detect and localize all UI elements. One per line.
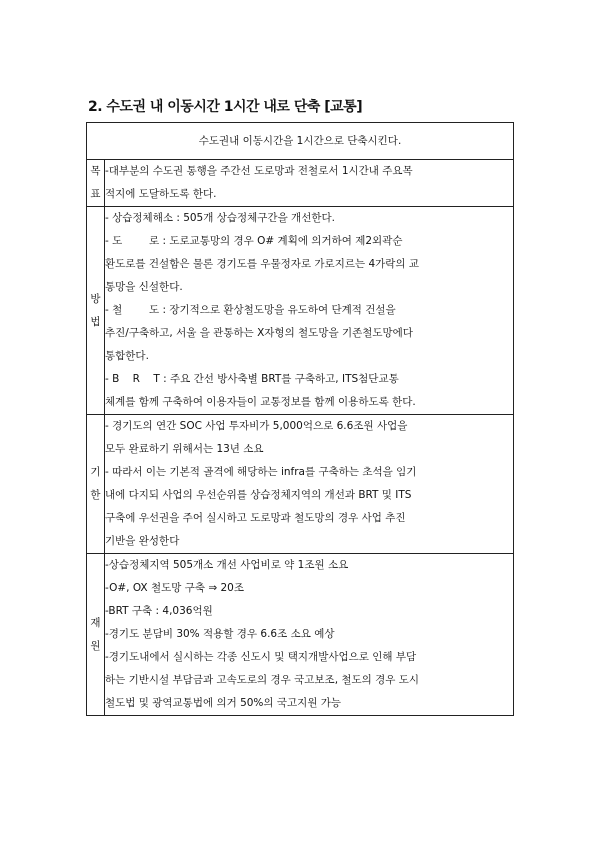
- section-title: 2. 수도권 내 이동시간 1시간 내로 단축 [교통]: [88, 99, 363, 115]
- text-line: 철도법 및 광역교통법에 의거 50%의 국고지원 가능: [105, 697, 342, 709]
- table-header: 수도권내 이동시간을 1시간으로 단축시킨다.: [87, 123, 514, 160]
- row-label-method: [87, 207, 105, 415]
- text-line: 적지에 도달하도록 한다.: [105, 188, 217, 200]
- label-char: 목: [90, 165, 101, 177]
- text-line: 내에 다지되 사업의 우선순위를 상습정체지역의 개선과 BRT 및 ITS: [105, 489, 412, 501]
- label-char: 법: [90, 315, 101, 328]
- text-line: 구축에 우선권을 주어 실시하고 도로망과 철도망의 경우 사업 추진: [105, 512, 406, 524]
- label-char: 방: [90, 292, 101, 305]
- text-line: -O#, OX 철도망 구축 ⇒ 20조: [105, 582, 244, 594]
- text-line: 통망을 신설한다.: [105, 281, 183, 293]
- text-line: -경기도내에서 실시하는 각종 신도시 및 택지개발사업으로 인해 부담: [105, 651, 417, 663]
- text-line: - 따라서 이는 기본적 골격에 해당하는 infra를 구축하는 초석을 임기: [105, 466, 417, 478]
- text-line: - 경기도의 연간 SOC 사업 투자비가 5,000억으로 6.6조원 사업을: [105, 420, 408, 432]
- policy-table: [86, 122, 514, 716]
- label-char: 한: [90, 489, 101, 501]
- text-line: 하는 기반시설 부담금과 고속도로의 경우 국고보조, 철도의 경우 도시: [105, 674, 420, 686]
- text-line: - 철 도 : 장기적으로 환상철도망을 유도하여 단계적 건설을: [105, 304, 396, 316]
- text-line: -경기도 분담비 30% 적용할 경우 6.6조 소요 예상: [105, 628, 335, 640]
- row-label-funding: [87, 554, 105, 716]
- text-line: 기반을 완성한다: [105, 535, 180, 547]
- text-line: - 상습정체해소 : 505개 상습정체구간을 개선한다.: [105, 212, 335, 224]
- text-line: -상습정체지역 505개소 개선 사업비로 약 1조원 소요: [105, 559, 349, 571]
- text-line: -BRT 구축 : 4,036억원: [105, 605, 213, 617]
- text-line: 모두 완료하기 위해서는 13년 소요: [105, 443, 264, 455]
- label-char: 재: [90, 616, 101, 629]
- row-body-method: [105, 207, 514, 415]
- row-label-goal: [87, 160, 105, 207]
- text-line: - 도 로 : 도로교통망의 경우 O# 계획에 의거하여 제2외곽순: [105, 235, 403, 247]
- row-body-goal: [105, 160, 514, 207]
- text-line: 환도로를 건설함은 물론 경기도를 우물정자로 가로지르는 4가락의 교: [105, 258, 420, 270]
- label-char: 원: [90, 639, 101, 652]
- label-char: 표: [90, 188, 101, 200]
- row-label-period: [87, 415, 105, 554]
- text-line: - B R T : 주요 간선 방사축별 BRT를 구축하고, ITS첨단교통: [105, 373, 399, 385]
- text-line: 통합한다.: [105, 350, 149, 362]
- text-line: 추진/구축하고, 서울 을 관통하는 X자형의 철도망을 기존철도망에다: [105, 327, 413, 339]
- label-char: 기: [90, 466, 101, 478]
- text-line: 체계를 함께 구축하여 이용자들이 교통정보를 함께 이용하도록 한다.: [105, 396, 416, 408]
- text-line: -대부분의 수도권 통행을 주간선 도로망과 전철로서 1시간내 주요목: [105, 165, 413, 177]
- row-body-funding: [105, 554, 514, 716]
- row-body-period: [105, 415, 514, 554]
